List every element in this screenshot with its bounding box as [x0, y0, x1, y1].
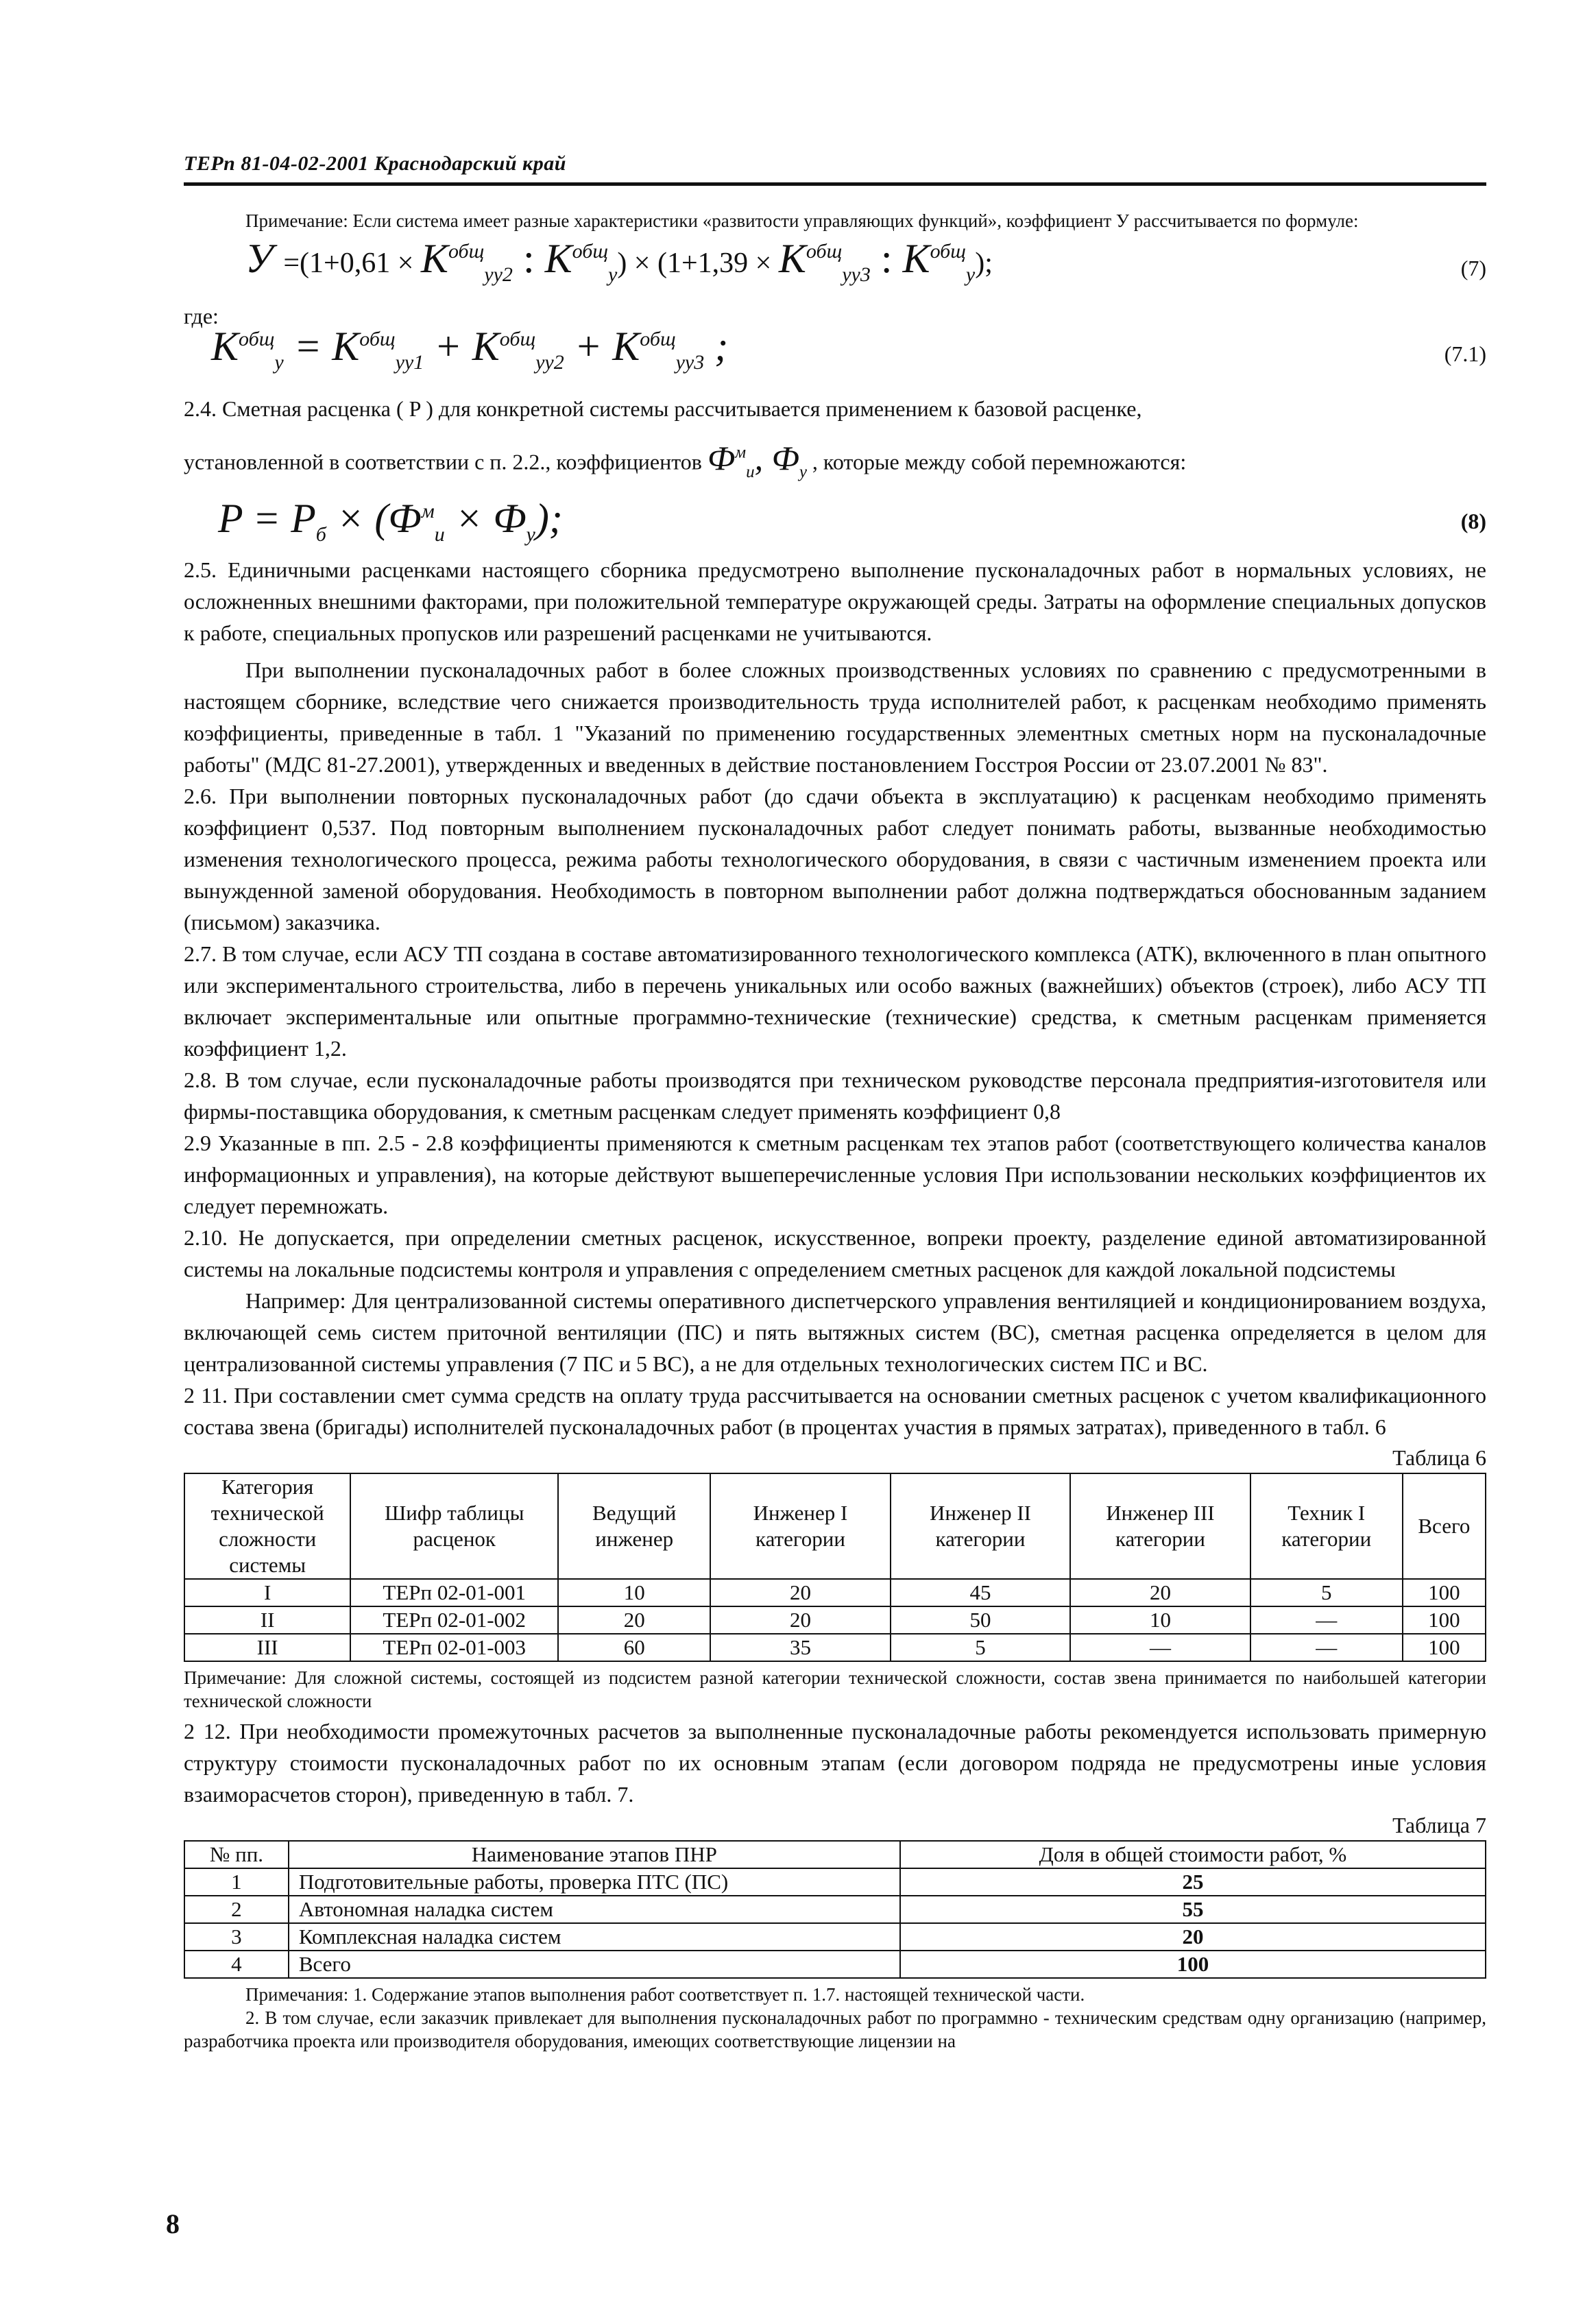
table-cell: 10: [558, 1579, 710, 1606]
table-6-header: Инженер II категории: [891, 1473, 1070, 1579]
table-7-header-row: [184, 1841, 1486, 1868]
table-cell: 20: [710, 1606, 890, 1634]
table-7-row: [184, 1951, 1486, 1978]
formula-7: $У =(1+0,61 \times K^{общ}_{уу2}$ : $K^{общ}_у) \times (1+1,39 \times K^{общ}_{уу3}$ : $K^{общ}_у$);: [245, 236, 993, 286]
table-cell: 45: [891, 1579, 1070, 1606]
table-6-note: Примечание: Для сложной системы, состоящей из подсистем разной категории технической сложности, состав звена принимается по наибольшей категории технической сложности: [184, 1667, 1486, 1711]
table-7-header: Наименование этапов ПНР: [289, 1841, 900, 1868]
table-cell: 4: [184, 1951, 289, 1978]
table-6-row: [184, 1579, 1486, 1606]
table-cell: —: [1070, 1634, 1250, 1661]
paragraph-2-4-line1: 2.4. Сметная расценка ( P ) для конкретной системы рассчитывается применением к базовой расценке,: [184, 396, 1142, 421]
table-7-header: Доля в общей стоимости работ, %: [900, 1841, 1486, 1868]
inline-coefficients: $Ф^м_и$, $Ф_у$: [707, 438, 807, 481]
table-cell: 3: [184, 1923, 289, 1951]
running-header: ТЕРп 81-04-02-2001 Краснодарский край: [184, 152, 566, 175]
paragraph-2-10-b: Например: Для централизованной системы оперативного диспетчерского управления вентиляцией и кондиционированием воздуха, включающей семь систем приточной вентиляции (ПС) и пять вытяжных систем (ВС), сметная расценка определяется в целом для централизованной системы управления (7 ПС и 5 ВС), а не для отдельных технологических систем ПС и ВС.: [184, 1288, 1486, 1376]
table-7-header: № пп.: [184, 1841, 289, 1868]
header-rule: [184, 182, 1486, 186]
table-cell: 55: [900, 1896, 1486, 1923]
table-cell: Комплексная наладка систем: [289, 1923, 900, 1951]
table-cell: Подготовительные работы, проверка ПТС (ПС): [289, 1868, 900, 1896]
where-label: где:: [184, 304, 219, 328]
table-cell: —: [1250, 1634, 1403, 1661]
paragraph-2-5: 2.5. Единичными расценками настоящего сборника предусмотрено выполнение пусконаладочных работ в нормальных условиях, не осложненных внешними факторами, при положительной температуре окружающей среды. Затраты на оформление специальных допусков к работе, специальных пропусков или разрешений расценками не учитываются.: [184, 557, 1486, 645]
table-cell: 100: [1403, 1634, 1486, 1661]
page-content: [184, 209, 1486, 2053]
paragraph-2-9: 2.9 Указанные в пп. 2.5 - 2.8 коэффициенты применяются к сметным расценкам тех этапов работ (соответствующего количества каналов информационных и управления), на которые действуют вышеперечисленные условия При использовании нескольких коэффициентов их следует перемножать.: [184, 1130, 1486, 1218]
table-cell: I: [184, 1579, 350, 1606]
formula-7-number: (7): [1460, 256, 1486, 280]
table-cell: 1: [184, 1868, 289, 1896]
paragraph-2-8: 2.8. В том случае, если пусконаладочные работы производятся при техническом руководстве персонала предприятия-изготовителя или фирмы-поставщика оборудования, к сметным расценкам следует применять коэффициент 0,8: [184, 1067, 1486, 1124]
table-cell: 100: [1403, 1606, 1486, 1634]
table-cell: ТЕРп 02-01-002: [350, 1606, 558, 1634]
table-cell: 50: [891, 1606, 1070, 1634]
paragraph-2-12: 2 12. При необходимости промежуточных расчетов за выполненные пусконаладочные работы рекомендуется использовать примерную структуру стоимости пусконаладочных работ по их основным этапам (если договором подряда не предусмотрены иные условия взаиморасчетов сторон), приведенную в табл. 7.: [184, 1718, 1486, 1807]
table-6-caption: Таблица 6: [1392, 1445, 1486, 1470]
table-6-header: Техник I категории: [1250, 1473, 1403, 1579]
paragraph-2-11: 2 11. При составлении смет сумма средств на оплату труда рассчитывается на основании сметных расценок с учетом квалификационного состава звена (бригады) исполнителей пусконаладочных работ (в процентах участия в прямых затратах), приведенного в табл. 6: [184, 1382, 1486, 1439]
table-cell: 5: [891, 1634, 1070, 1661]
formula-71-row: [184, 304, 1486, 379]
table-7: [184, 1840, 1486, 1979]
formula-note: Примечание: Если система имеет разные характеристики «развитости управляющих функций», коэффициент У рассчитывается по формуле:: [245, 210, 1359, 231]
table-6-header: Инженер I категории: [710, 1473, 890, 1579]
table-cell: ТЕРп 02-01-003: [350, 1634, 558, 1661]
table-cell: —: [1250, 1606, 1403, 1634]
table-cell: 20: [900, 1923, 1486, 1951]
table-6-header: Шифр таблицы расценок: [350, 1473, 558, 1579]
table-cell: Всего: [289, 1951, 900, 1978]
table-6-header: Всего: [1403, 1473, 1486, 1579]
table-6-header-row: [184, 1473, 1486, 1579]
table-cell: III: [184, 1634, 350, 1661]
table-cell: 20: [558, 1606, 710, 1634]
table-7-note-2: 2. В том случае, если заказчик привлекает для выполнения пусконаладочных работ по программно - техническим средствам одну организацию (например, разработчика проекта или производителя оборудования, имеющих соответствующие лицензии на: [184, 2007, 1486, 2051]
table-cell: 35: [710, 1634, 890, 1661]
page-number: 8: [166, 2208, 180, 2239]
formula-8-number: (8): [1460, 508, 1486, 533]
formula-8-row: [184, 488, 1486, 554]
table-6-row: [184, 1606, 1486, 1634]
table-6-header: Инженер III категории: [1070, 1473, 1250, 1579]
table-cell: 2: [184, 1896, 289, 1923]
formula-7-1-number: (7.1): [1444, 341, 1486, 366]
table-cell: 100: [1403, 1579, 1486, 1606]
table-cell: 100: [900, 1951, 1486, 1978]
table-6-row: [184, 1634, 1486, 1661]
table-cell: Автономная наладка систем: [289, 1896, 900, 1923]
formula-7-1: $K^{общ}_у = K^{общ}_{уу1} + K^{общ}_{уу2} + K^{общ}_{уу3}$ ;: [211, 324, 729, 374]
table-7-row: [184, 1923, 1486, 1951]
table-cell: ТЕРп 02-01-001: [350, 1579, 558, 1606]
paragraph-2-6: 2.6. При выполнении повторных пусконаладочных работ (до сдачи объекта в эксплуатацию) к расценкам необходимо применять коэффициент 0,537. Под повторным выполнением пусконаладочных работ следует понимать работы, вызванные необходимостью изменения технологического процесса, режима работы технологического оборудования, в связи с частичным изменением проекта или вынужденной заменой оборудования. Необходимость в повторном выполнении работ должна подтверждаться обоснованным заданием (письмом) заказчика.: [184, 783, 1486, 934]
table-cell: 60: [558, 1634, 710, 1661]
paragraph-2-5-b: При выполнении пусконаладочных работ в более сложных производственных условиях по сравнению с предусмотренными в настоящем сборнике, вследствие чего снижается производительность труда исполнителей работ, к расценкам необходимо применять коэффициенты, приведенные в табл. 1 "Указаний по применению государственных элементных сметных норм на пусконаладочные работы" (МДС 81-27.2001), утвержденных и введенных в действие постановлением Госстроя России от 23.07.2001 № 83".: [184, 657, 1486, 777]
table-7-row: [184, 1896, 1486, 1923]
table-cell: 25: [900, 1868, 1486, 1896]
formula-8: $P = P_б \times (Ф^м_и \times Ф_у)$;: [218, 495, 563, 546]
table-6-header: Категория технической сложности системы: [184, 1473, 350, 1579]
table-cell: 10: [1070, 1606, 1250, 1634]
table-cell: II: [184, 1606, 350, 1634]
formula-7-row: [184, 235, 1486, 304]
table-cell: 20: [1070, 1579, 1250, 1606]
paragraph-2-10: 2.10. Не допускается, при определении сметных расценок, искусственное, вопреки проекту, разделение единой автоматизированной системы на локальные подсистемы контроля и управления с определением сметных расценок для каждой локальной подсистемы: [184, 1225, 1486, 1281]
table-6-header: Ведущий инженер: [558, 1473, 710, 1579]
table-cell: 5: [1250, 1579, 1403, 1606]
table-7-note-1: Примечания: 1. Содержание этапов выполнения работ соответствует п. 1.7. настоящей технической части.: [245, 1983, 1085, 2005]
table-7-caption: Таблица 7: [1392, 1812, 1486, 1837]
table-cell: 20: [710, 1579, 890, 1606]
table-7-row: [184, 1868, 1486, 1896]
table-6: [184, 1473, 1486, 1662]
paragraph-2-4-line2: установленной в соответствии с п. 2.2., коэффициентов $Ф^м_и$, $Ф_у$ , которые между собой перемножаются:: [184, 438, 1187, 481]
paragraph-2-7: 2.7. В том случае, если АСУ ТП создана в составе автоматизированного технологического комплекса (АТК), включенного в план опытного или экспериментального строительства, либо в перечень уникальных или особо важных (важнейших) объектов (строек), либо АСУ ТП включает экспериментальные или опытные программно-технические (технические) средства, к сметным расценкам применяется коэффициент 1,2.: [184, 941, 1486, 1061]
